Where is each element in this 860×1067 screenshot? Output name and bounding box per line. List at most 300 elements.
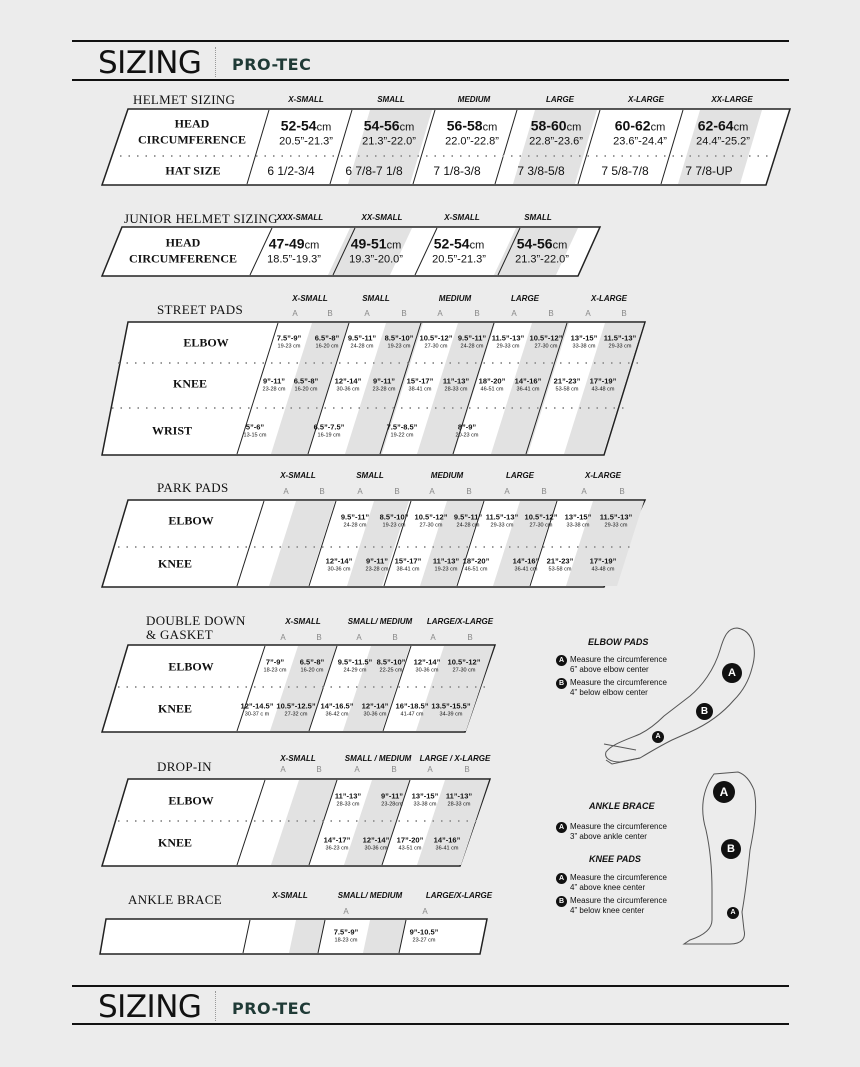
park-cell <box>565 514 592 529</box>
dropin-row-label: ELBOW <box>168 793 214 808</box>
street-cell <box>604 335 637 350</box>
park-section-title: PARK PADS <box>157 480 229 495</box>
park-cell <box>366 558 389 573</box>
cell-value: 60-62 <box>614 117 651 134</box>
hat-size-cell: 7 5/8-7/8 <box>601 164 649 178</box>
ankle-step-text <box>570 822 667 841</box>
park-col-a: A <box>283 487 289 496</box>
helmet-hat-label: HAT SIZE <box>165 163 221 178</box>
cell-cm: 36-41 cm <box>435 845 459 852</box>
dropin-col-a: A <box>427 765 433 774</box>
cell-cm: 29-33 cm <box>490 522 514 529</box>
street-cell <box>263 378 286 393</box>
cell-cm: 29-33 cm <box>496 343 520 350</box>
ankle-measure-a-badge: A <box>727 907 739 919</box>
helmet-size-header: MEDIUM <box>457 95 491 104</box>
cell-cm: 28-33 cm <box>444 386 468 393</box>
elbow-step-line: 4” below elbow center <box>570 687 648 697</box>
knee-instruction-step <box>556 873 667 892</box>
cell-value: 6.5”-7.5” <box>313 422 345 432</box>
cell-inches: 20.5”-21.3” <box>432 253 486 266</box>
street-cell <box>315 335 340 350</box>
dropin-col-a: A <box>280 765 286 774</box>
cell-inches: 21.3”-22.0” <box>362 135 416 148</box>
park-size-header: LARGE <box>506 471 534 480</box>
cell-value: 9.5”-11.5” <box>337 657 373 667</box>
street-cell <box>443 378 469 393</box>
dropin-cell <box>446 793 472 808</box>
cell-cm: 20-23 cm <box>455 432 479 439</box>
dropin-col-a: A <box>354 765 360 774</box>
knee-pads-instructions-title: KNEE PADS <box>589 854 641 864</box>
cell-cm: 23-28 cm <box>372 386 396 393</box>
street-col-a: A <box>364 309 370 318</box>
knee-measure-b-badge: B <box>721 839 741 859</box>
cell-value: 52-54 <box>280 117 317 134</box>
cell-cm: 27-30 cm <box>529 522 553 529</box>
cell-value: 6.5”-8” <box>299 657 325 667</box>
junior-head-cell <box>267 235 321 266</box>
knee-step-line: Measure the circumference <box>570 896 667 906</box>
cell-cm: 33-38 cm <box>572 343 596 350</box>
helmet-size-header: X-LARGE <box>628 95 664 104</box>
dropin-cell <box>335 793 361 808</box>
cell-inches: 21.3”-22.0” <box>515 253 569 266</box>
street-row-label: KNEE <box>172 376 208 391</box>
cell-cm: 24-28 cm <box>460 343 484 350</box>
street-cell <box>554 378 581 393</box>
cell-value: 52-54 <box>433 235 470 252</box>
elbow-step-line: Measure the circumference <box>570 655 667 664</box>
cell-value: 11”-13” <box>334 791 362 801</box>
cell-unit: cm <box>399 121 415 134</box>
cell-cm: 16-20 cm <box>294 386 318 393</box>
double-row-label: KNEE <box>157 701 193 716</box>
cell-value: 12”-14” <box>413 657 441 667</box>
street-cell <box>387 424 418 439</box>
cell-value: 11.5”-13” <box>599 512 633 522</box>
double-title-line: DOUBLE DOWN <box>146 613 246 628</box>
street-row-label: ELBOW <box>183 335 229 350</box>
ankle-cell <box>410 929 439 944</box>
cell-unit: cm <box>304 239 320 252</box>
park-cell <box>433 558 459 573</box>
dropin-col-b: B <box>464 765 470 774</box>
double-title-line: & GASKET <box>146 627 214 643</box>
park-cell <box>600 514 633 529</box>
cell-value: 7”-9” <box>265 657 285 667</box>
double-col-b: B <box>392 633 398 642</box>
junior-cm-line <box>267 235 321 253</box>
hat-size-cell: 6 1/2-3/4 <box>267 164 315 178</box>
street-cell <box>294 378 319 393</box>
cell-value: 21”-23” <box>553 376 581 386</box>
cell-value: 58-60 <box>530 117 567 134</box>
junior-head-label-line: HEAD <box>165 235 201 250</box>
cell-cm: 27-30 cm <box>452 667 476 674</box>
double-cell <box>377 659 406 674</box>
cell-value: 18”-20” <box>478 376 506 386</box>
helmet-head-cell <box>529 117 583 148</box>
cell-value: 12”-14” <box>362 835 390 845</box>
park-cell <box>547 558 574 573</box>
street-col-a: A <box>437 309 443 318</box>
cell-inches: 24.4”-25.2” <box>696 135 750 148</box>
ankle-brace-instructions-title: ANKLE BRACE <box>589 801 655 811</box>
cell-value: 10.5”-12” <box>447 657 481 667</box>
park-cell <box>454 514 482 529</box>
junior-size-header: XX-SMALL <box>361 213 403 222</box>
cell-value: 8.5”-10” <box>384 333 414 343</box>
helmet-size-header: XX-LARGE <box>711 95 753 104</box>
double-col-a: A <box>280 633 286 642</box>
cell-value: 9”-10.5” <box>409 927 439 937</box>
cell-value: 13”-15” <box>564 512 592 522</box>
dropin-size-header: LARGE / X-LARGE <box>419 754 491 763</box>
street-cell <box>458 335 486 350</box>
ankle-step-line: Measure the circumference <box>570 822 667 831</box>
cell-value: 12”-14” <box>334 376 362 386</box>
dropin-col-b: B <box>391 765 397 774</box>
street-size-header: MEDIUM <box>438 294 472 303</box>
knee-step-text <box>570 873 667 892</box>
cell-cm: 24-28 cm <box>350 343 374 350</box>
cell-value: 11”-13” <box>445 791 473 801</box>
elbow-step-badge: B <box>556 678 567 689</box>
ankle-col-a: A <box>422 907 428 916</box>
street-cell <box>590 378 617 393</box>
street-col-a: A <box>511 309 517 318</box>
park-cell <box>326 558 353 573</box>
junior-head-label-line: CIRCUMFERENCE <box>129 251 237 265</box>
cell-cm: 38-41 cm <box>396 566 420 573</box>
cell-cm: 19-23 cm <box>387 343 411 350</box>
cell-cm: 19-23 cm <box>434 566 458 573</box>
dropin-cell <box>434 837 461 852</box>
cell-value: 9”-11” <box>380 791 404 801</box>
junior-section-title: JUNIOR HELMET SIZING <box>124 211 278 226</box>
cell-value: 14”-17” <box>323 835 351 845</box>
cell-value: 17”-20” <box>396 835 424 845</box>
elbow-step-text <box>570 655 667 674</box>
cell-value: 11”-13” <box>442 376 470 386</box>
street-cell <box>244 424 267 439</box>
double-cell <box>431 703 470 718</box>
double-size-header: LARGE/X-LARGE <box>426 617 494 626</box>
cell-cm: 19-23 cm <box>277 343 301 350</box>
cell-value: 54-56 <box>516 235 553 252</box>
cell-value: 18”-20” <box>462 556 490 566</box>
hat-size-cell: 6 7/8-7 1/8 <box>345 164 403 178</box>
street-cell <box>373 378 396 393</box>
knee-step-line: 4” below knee center <box>570 905 645 915</box>
cell-cm: 28-33 cm <box>336 801 360 808</box>
double-section-title <box>146 614 246 643</box>
street-cell <box>314 424 345 439</box>
cell-cm: 53-58 cm <box>548 566 572 573</box>
junior-cm-line <box>349 235 403 253</box>
cell-value: 13.5”-15.5” <box>431 701 471 711</box>
park-row-label: KNEE <box>157 556 193 571</box>
cell-value: 16”-18.5” <box>395 701 429 711</box>
ankle-instruction-step <box>556 822 667 841</box>
cell-cm: 33-38 cm <box>413 801 437 808</box>
street-size-header: LARGE <box>511 294 539 303</box>
ankle-section-title: ANKLE BRACE <box>128 892 222 907</box>
knee-step-badge: A <box>556 873 567 884</box>
cell-unit: cm <box>386 239 402 252</box>
cell-unit: cm <box>650 121 666 134</box>
cell-cm: 36-23 cm <box>325 845 349 852</box>
cell-cm: 36-41 cm <box>514 566 538 573</box>
knee-step-text <box>570 896 667 915</box>
street-cell <box>407 378 434 393</box>
street-cell <box>515 378 542 393</box>
cell-value: 62-64 <box>697 117 734 134</box>
cell-inches: 22.8”-23.6” <box>529 135 583 148</box>
helmet-size-header: X-SMALL <box>288 95 324 104</box>
dropin-size-header: X-SMALL <box>280 754 316 763</box>
park-cell <box>486 514 519 529</box>
cell-cm: 19-23 cm <box>382 522 406 529</box>
cell-value: 12”-14” <box>325 556 353 566</box>
cell-cm: 24-28 cm <box>456 522 480 529</box>
ankle-size-header: LARGE/X-LARGE <box>425 891 493 900</box>
cell-cm: 16-19 cm <box>317 432 341 439</box>
double-cell <box>241 703 274 718</box>
cell-cm: 22-25 cm <box>379 667 403 674</box>
knee-instruction-step <box>556 896 667 915</box>
cell-value: 10.5”-12” <box>524 512 558 522</box>
park-col-b: B <box>466 487 472 496</box>
ankle-step-badge: A <box>556 822 567 833</box>
helmet-cm-line <box>362 117 416 135</box>
double-row-label: ELBOW <box>168 659 214 674</box>
cell-cm: 34-39 cm <box>439 711 463 718</box>
street-cell <box>456 424 479 439</box>
park-size-header: X-LARGE <box>585 471 621 480</box>
cell-cm: 24-29 cm <box>343 667 367 674</box>
park-size-header: SMALL <box>356 471 384 480</box>
helmet-head-cell <box>279 117 333 148</box>
ankle-cell <box>334 929 359 944</box>
cell-value: 15”-17” <box>406 376 434 386</box>
double-size-header: X-SMALL <box>285 617 321 626</box>
double-col-a: A <box>430 633 436 642</box>
cell-unit: cm <box>316 121 332 134</box>
double-cell <box>448 659 481 674</box>
cell-value: 9.5”-11” <box>457 333 487 343</box>
cell-inches: 20.5”-21.3” <box>279 135 333 148</box>
junior-cm-line <box>515 235 569 253</box>
helmet-cm-line <box>696 117 750 135</box>
cell-cm: 24-28 cm <box>343 522 367 529</box>
cell-value: 11.5”-13” <box>485 512 519 522</box>
elbow-step-line: 6” above elbow center <box>570 664 649 674</box>
junior-size-header: XXX-SMALL <box>276 213 324 222</box>
helmet-head-cell <box>696 117 750 148</box>
helmet-cm-line <box>445 117 499 135</box>
cell-value: 8.5”-10” <box>379 512 409 522</box>
cell-value: 10.5”-12” <box>419 333 453 343</box>
park-col-b: B <box>319 487 325 496</box>
park-cell <box>525 514 558 529</box>
helmet-head-label <box>138 116 246 147</box>
junior-head-cell <box>515 235 569 266</box>
park-cell <box>380 514 409 529</box>
cell-cm: 46-51 cm <box>480 386 504 393</box>
street-row-label: WRIST <box>151 423 193 438</box>
dropin-row-label: KNEE <box>157 835 193 850</box>
cell-cm: 36-42 cm <box>325 711 349 718</box>
helmet-size-header: SMALL <box>377 95 405 104</box>
wrist-measure-a-badge: A <box>652 731 664 743</box>
street-section-title: STREET PADS <box>157 302 244 317</box>
cell-value: 10.5”-12” <box>529 333 563 343</box>
junior-head-cell <box>432 235 486 266</box>
park-col-a: A <box>581 487 587 496</box>
street-cell <box>571 335 598 350</box>
helmet-head-cell <box>445 117 499 148</box>
helmet-cm-line <box>529 117 583 135</box>
cell-inches: 23.6”-24.4” <box>613 135 667 148</box>
double-col-b: B <box>467 633 473 642</box>
cell-cm: 41-47 cm <box>400 711 424 718</box>
elbow-instruction-step <box>556 655 667 674</box>
cell-cm: 16-20 cm <box>300 667 324 674</box>
hat-size-cell: 7 3/8-5/8 <box>517 164 565 178</box>
cell-cm: 18-23 cm <box>334 937 358 944</box>
cell-cm: 29-33 cm <box>604 522 628 529</box>
junior-head-label <box>129 235 237 266</box>
cell-value: 9.5”-11” <box>453 512 483 522</box>
elbow-measure-b-badge: B <box>696 703 713 720</box>
dropin-cell <box>324 837 351 852</box>
cell-value: 17”-19” <box>589 376 617 386</box>
junior-head-cell <box>349 235 403 266</box>
cell-value: 9”-11” <box>365 556 389 566</box>
cell-cm: 30-36 cm <box>415 667 439 674</box>
cell-unit: cm <box>566 121 582 134</box>
elbow-step-badge: A <box>556 655 567 666</box>
knee-step-badge: B <box>556 896 567 907</box>
park-col-a: A <box>504 487 510 496</box>
cell-value: 12”-14” <box>361 701 389 711</box>
elbow-pads-instructions-title: ELBOW PADS <box>588 637 649 647</box>
park-size-header: X-SMALL <box>280 471 316 480</box>
dropin-cell <box>397 837 424 852</box>
helmet-head-label-line: HEAD <box>174 116 210 131</box>
helmet-head-cell <box>613 117 667 148</box>
cell-value: 9.5”-11” <box>347 333 377 343</box>
cell-value: 47-49 <box>268 235 305 252</box>
cell-cm: 16-20 cm <box>315 343 339 350</box>
cell-value: 10.5”-12” <box>414 512 448 522</box>
cell-value: 54-56 <box>363 117 400 134</box>
cell-value: 8.5”-10” <box>376 657 406 667</box>
cell-cm: 30-36 cm <box>336 386 360 393</box>
cell-value: 49-51 <box>350 235 387 252</box>
elbow-steps <box>556 655 667 701</box>
cell-value: 12”-14.5” <box>240 701 274 711</box>
cell-value: 14”-16” <box>514 376 542 386</box>
cell-cm: 19-22 cm <box>390 432 414 439</box>
cell-unit: cm <box>552 239 568 252</box>
knee-measure-a-badge: A <box>713 781 735 803</box>
knee-step-line: Measure the circumference <box>570 873 667 882</box>
park-cell <box>590 558 617 573</box>
helmet-head-cell <box>362 117 416 148</box>
street-cell <box>348 335 376 350</box>
hat-size-cell: 7 1/8-3/8 <box>433 164 481 178</box>
double-cell <box>300 659 325 674</box>
helmet-cm-line <box>279 117 333 135</box>
cell-cm: 38-41 cm <box>408 386 432 393</box>
street-cell <box>385 335 414 350</box>
cell-value: 7.5”-8.5” <box>386 422 418 432</box>
cell-value: 7.5”-9” <box>333 927 359 937</box>
park-cell <box>341 514 369 529</box>
street-cell <box>277 335 302 350</box>
cell-cm: 28-33 cm <box>447 801 471 808</box>
park-col-b: B <box>541 487 547 496</box>
street-size-header: X-SMALL <box>292 294 328 303</box>
knee-step-line: 4” above knee center <box>570 882 646 892</box>
elbow-step-text <box>570 678 667 697</box>
double-cell <box>276 703 315 718</box>
footer-brand-logo: PRO-TEC <box>232 999 312 1018</box>
cell-value: 11.5”-13” <box>603 333 637 343</box>
double-cell <box>338 659 373 674</box>
cell-value: 6.5”-8” <box>293 376 319 386</box>
knee-steps <box>556 873 667 919</box>
double-cell <box>264 659 287 674</box>
park-size-header: MEDIUM <box>430 471 464 480</box>
cell-value: 11.5”-13” <box>491 333 525 343</box>
park-cell <box>513 558 540 573</box>
dropin-cell <box>363 837 390 852</box>
park-col-b: B <box>394 487 400 496</box>
cell-value: 9”-11” <box>372 376 396 386</box>
cell-value: 13”-15” <box>411 791 439 801</box>
park-col-a: A <box>429 487 435 496</box>
cell-cm: 23-28 cm <box>365 566 389 573</box>
helmet-section-title: HELMET SIZING <box>133 92 236 107</box>
dropin-cell <box>412 793 439 808</box>
street-col-b: B <box>621 309 627 318</box>
elbow-instruction-step <box>556 678 667 697</box>
cell-inches: 18.5”-19.3” <box>267 253 321 266</box>
street-col-b: B <box>548 309 554 318</box>
cell-cm: 30-37 c m <box>244 711 270 718</box>
cell-cm: 27-30 cm <box>534 343 558 350</box>
cell-cm: 23-28 cm <box>262 386 286 393</box>
street-col-b: B <box>327 309 333 318</box>
cell-cm: 46-51 cm <box>464 566 488 573</box>
elbow-step-line: Measure the circumference <box>570 678 667 688</box>
double-cell <box>321 703 354 718</box>
cell-value: 6.5”-8” <box>314 333 340 343</box>
double-col-a: A <box>356 633 362 642</box>
park-cell <box>395 558 422 573</box>
double-cell <box>396 703 429 718</box>
street-col-a: A <box>585 309 591 318</box>
park-col-a: A <box>357 487 363 496</box>
cell-value: 7.5”-9” <box>276 333 302 343</box>
hat-size-cell: 7 7/8-UP <box>685 164 733 178</box>
junior-size-header: SMALL <box>524 213 552 222</box>
park-col-b: B <box>619 487 625 496</box>
